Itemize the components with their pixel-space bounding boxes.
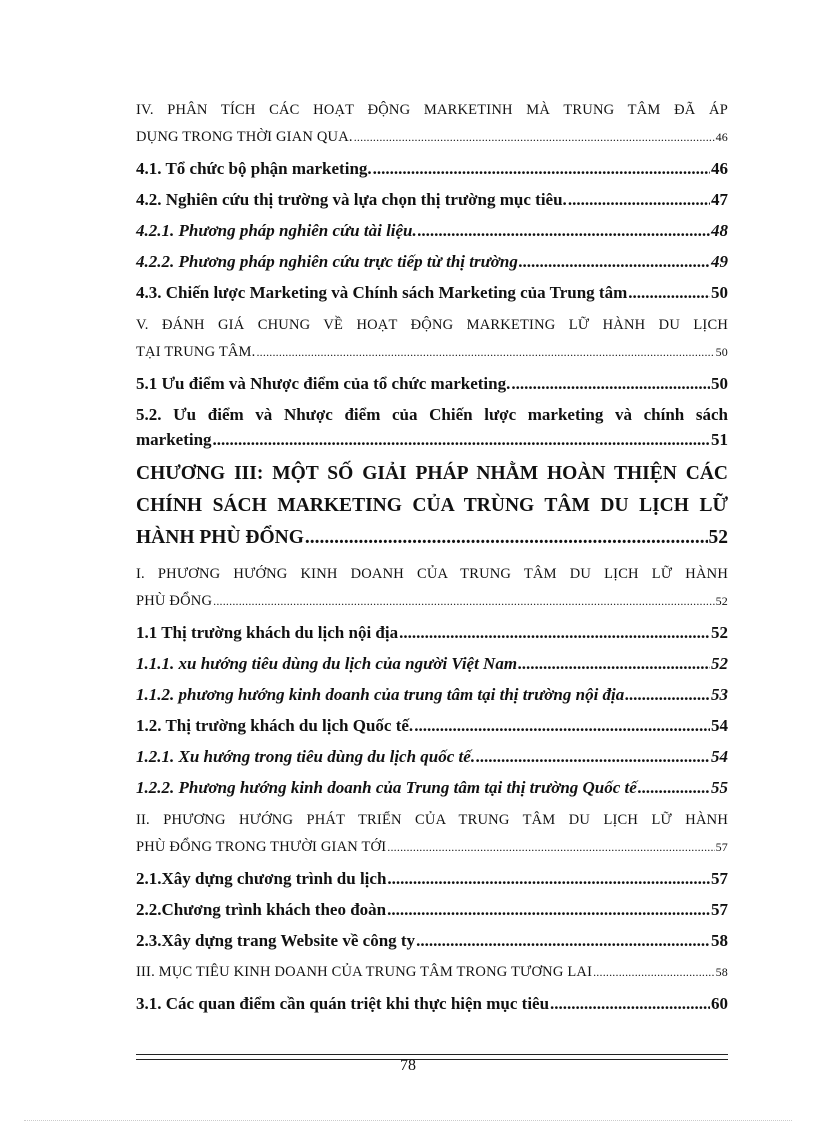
- toc-entry[interactable]: [136, 959, 728, 985]
- toc-page-number: 58: [715, 965, 728, 979]
- toc-entry-text: I. PHƯƠNG HƯỚNG KINH DOANH CỦA TRUNG TÂM DU LỊCH LỮ HÀNH: [136, 566, 728, 582]
- toc-entry-title: PHÙ ĐỔNG: [136, 593, 213, 609]
- toc-page-number: 47: [711, 190, 728, 209]
- dot-leader: [511, 371, 710, 396]
- toc-entry-title: 4.1. Tổ chức bộ phận marketing.: [136, 159, 372, 178]
- toc-entry[interactable]: [136, 651, 728, 676]
- toc-entry-title: 4.3. Chiến lược Marketing và Chính sách Marketing của Trung tâm: [136, 283, 628, 302]
- toc-entry-title: 1.1.1. xu hướng tiêu dùng du lịch của người Việt Nam: [136, 654, 518, 673]
- toc-entry-title: 1.1.2. phương hướng kinh doanh của trung tâm tại thị trường nội địa: [136, 685, 625, 704]
- toc-entry-title: HÀNH PHÙ ĐỔNG: [136, 527, 304, 548]
- toc-page-number: 57: [711, 900, 728, 919]
- toc-entry-title: 3.1. Các quan điểm cần quán triệt khi thực hiện mục tiêu: [136, 994, 550, 1013]
- toc-entry[interactable]: [136, 866, 728, 891]
- dot-leader: [387, 897, 710, 922]
- toc-page-number: 46: [715, 130, 728, 144]
- dot-leader: [625, 682, 710, 707]
- toc-page-number: 50: [711, 283, 728, 302]
- toc-entry-text: IV. PHÂN TÍCH CÁC HOẠT ĐỘNG MARKETINH MÀ TRUNG TÂM ĐÃ ÁP: [136, 102, 728, 118]
- toc-entry-title: 4.2.1. Phương pháp nghiên cứu tài liệu.: [136, 221, 417, 240]
- dot-leader: [387, 834, 714, 860]
- dot-leader: [373, 156, 710, 181]
- toc-page-number: 55: [711, 778, 728, 797]
- dot-leader: [416, 928, 710, 953]
- toc-entry-text: V. ĐÁNH GIÁ CHUNG VỀ HOẠT ĐỘNG MARKETING LỮ HÀNH DU LỊCH: [136, 317, 728, 333]
- dot-leader: [387, 866, 710, 891]
- toc-entry-title: 5.1 Ưu điểm và Nhược điểm của tổ chức marketing.: [136, 374, 511, 393]
- dot-leader: [519, 249, 710, 274]
- dot-leader: [213, 588, 714, 614]
- toc-entry-title: TẠI TRUNG TÂM.: [136, 344, 256, 360]
- dot-leader: [399, 620, 710, 645]
- toc-page-number: 51: [711, 430, 728, 449]
- dot-leader: [628, 280, 710, 305]
- dot-leader: [418, 218, 710, 243]
- toc-entry[interactable]: [136, 928, 728, 953]
- toc-page-number: 58: [711, 931, 728, 950]
- toc-entry-title: 2.2.Chương trình khách theo đoàn: [136, 900, 387, 919]
- toc-entry[interactable]: [136, 560, 728, 614]
- toc-entry-text: II. PHƯƠNG HƯỚNG PHÁT TRIỂN CỦA TRUNG TÂM DU LỊCH LỮ HÀNH: [136, 812, 728, 828]
- dot-leader: [550, 991, 710, 1016]
- toc-entry[interactable]: [136, 96, 728, 150]
- dot-leader: [568, 187, 710, 212]
- toc-entry[interactable]: [136, 311, 728, 365]
- toc-entry[interactable]: [136, 156, 728, 181]
- toc-entry[interactable]: [136, 187, 728, 212]
- toc-page-number: 57: [715, 840, 728, 854]
- toc-page-number: 46: [711, 159, 728, 178]
- toc-entry[interactable]: [136, 713, 728, 738]
- toc-page-number: 52: [711, 654, 728, 673]
- toc-entry-title: 1.2. Thị trường khách du lịch Quốc tế.: [136, 716, 414, 735]
- toc-entry-text: CHƯƠNG III: MỘT SỐ GIẢI PHÁP NHẰM HOÀN THIỆN CÁC: [136, 463, 728, 484]
- toc-page-number: 52: [715, 594, 728, 608]
- toc-entry-title: 1.2.1. Xu hướng trong tiêu dùng du lịch quốc tế.: [136, 747, 476, 766]
- dot-leader: [213, 427, 710, 452]
- toc-entry-title: marketing: [136, 430, 212, 449]
- dot-leader: [593, 959, 714, 985]
- dot-leader: [256, 339, 714, 365]
- toc-page-number: 53: [711, 685, 728, 704]
- dot-leader: [638, 775, 710, 800]
- toc-page-number: 48: [711, 221, 728, 240]
- toc-entry-title: III. MỤC TIÊU KINH DOANH CỦA TRUNG TÂM TRONG TƯƠNG LAI: [136, 964, 593, 980]
- toc-entry[interactable]: [136, 620, 728, 645]
- dot-leader: [305, 522, 708, 554]
- toc-entry[interactable]: [136, 218, 728, 243]
- toc-entry[interactable]: [136, 806, 728, 860]
- toc-entry-title: 1.1 Thị trường khách du lịch nội địa: [136, 623, 399, 642]
- dot-leader: [476, 744, 710, 769]
- toc-entry-title: 4.2. Nghiên cứu thị trường và lựa chọn thị trường mục tiêu.: [136, 190, 567, 209]
- toc-entry[interactable]: [136, 458, 728, 554]
- dot-leader: [518, 651, 710, 676]
- toc-page-number: 60: [711, 994, 728, 1013]
- page-bottom-edge: [24, 1120, 792, 1121]
- table-of-contents: [136, 96, 728, 1022]
- toc-page-number: 50: [711, 374, 728, 393]
- toc-entry[interactable]: [136, 775, 728, 800]
- toc-entry-title: 4.2.2. Phương pháp nghiên cứu trực tiếp từ thị trường: [136, 252, 518, 271]
- toc-entry-text: CHÍNH SÁCH MARKETING CỦA TRÙNG TÂM DU LỊCH LỮ: [136, 495, 728, 516]
- toc-page-number: 52: [708, 527, 728, 548]
- toc-entry[interactable]: [136, 249, 728, 274]
- dot-leader: [354, 124, 715, 150]
- toc-entry-title: 2.1.Xây dựng chương trình du lịch: [136, 869, 387, 888]
- toc-entry-text: 5.2. Ưu điểm và Nhược điểm của Chiến lược marketing và chính sách: [136, 405, 728, 424]
- toc-entry[interactable]: [136, 991, 728, 1016]
- toc-page-number: 54: [711, 716, 728, 735]
- toc-entry-title: PHÙ ĐỔNG TRONG THƯỜI GIAN TỚI: [136, 839, 387, 855]
- toc-entry[interactable]: [136, 371, 728, 396]
- toc-entry[interactable]: [136, 897, 728, 922]
- page-number: 78: [400, 1057, 416, 1074]
- toc-page-number: 49: [711, 252, 728, 271]
- toc-page-number: 52: [711, 623, 728, 642]
- toc-page-number: 57: [711, 869, 728, 888]
- toc-entry[interactable]: [136, 682, 728, 707]
- toc-entry-title: 2.3.Xây dựng trang Website về công ty: [136, 931, 416, 950]
- toc-entry-title: 1.2.2. Phương hướng kinh doanh của Trung tâm tại thị trường Quốc tế: [136, 778, 637, 797]
- toc-entry[interactable]: [136, 744, 728, 769]
- toc-entry-title: DỤNG TRONG THỜI GIAN QUA.: [136, 129, 353, 145]
- dot-leader: [414, 713, 710, 738]
- toc-page-number: 54: [711, 747, 728, 766]
- toc-entry[interactable]: [136, 280, 728, 305]
- toc-page-number: 50: [715, 345, 728, 359]
- toc-entry[interactable]: [136, 402, 728, 452]
